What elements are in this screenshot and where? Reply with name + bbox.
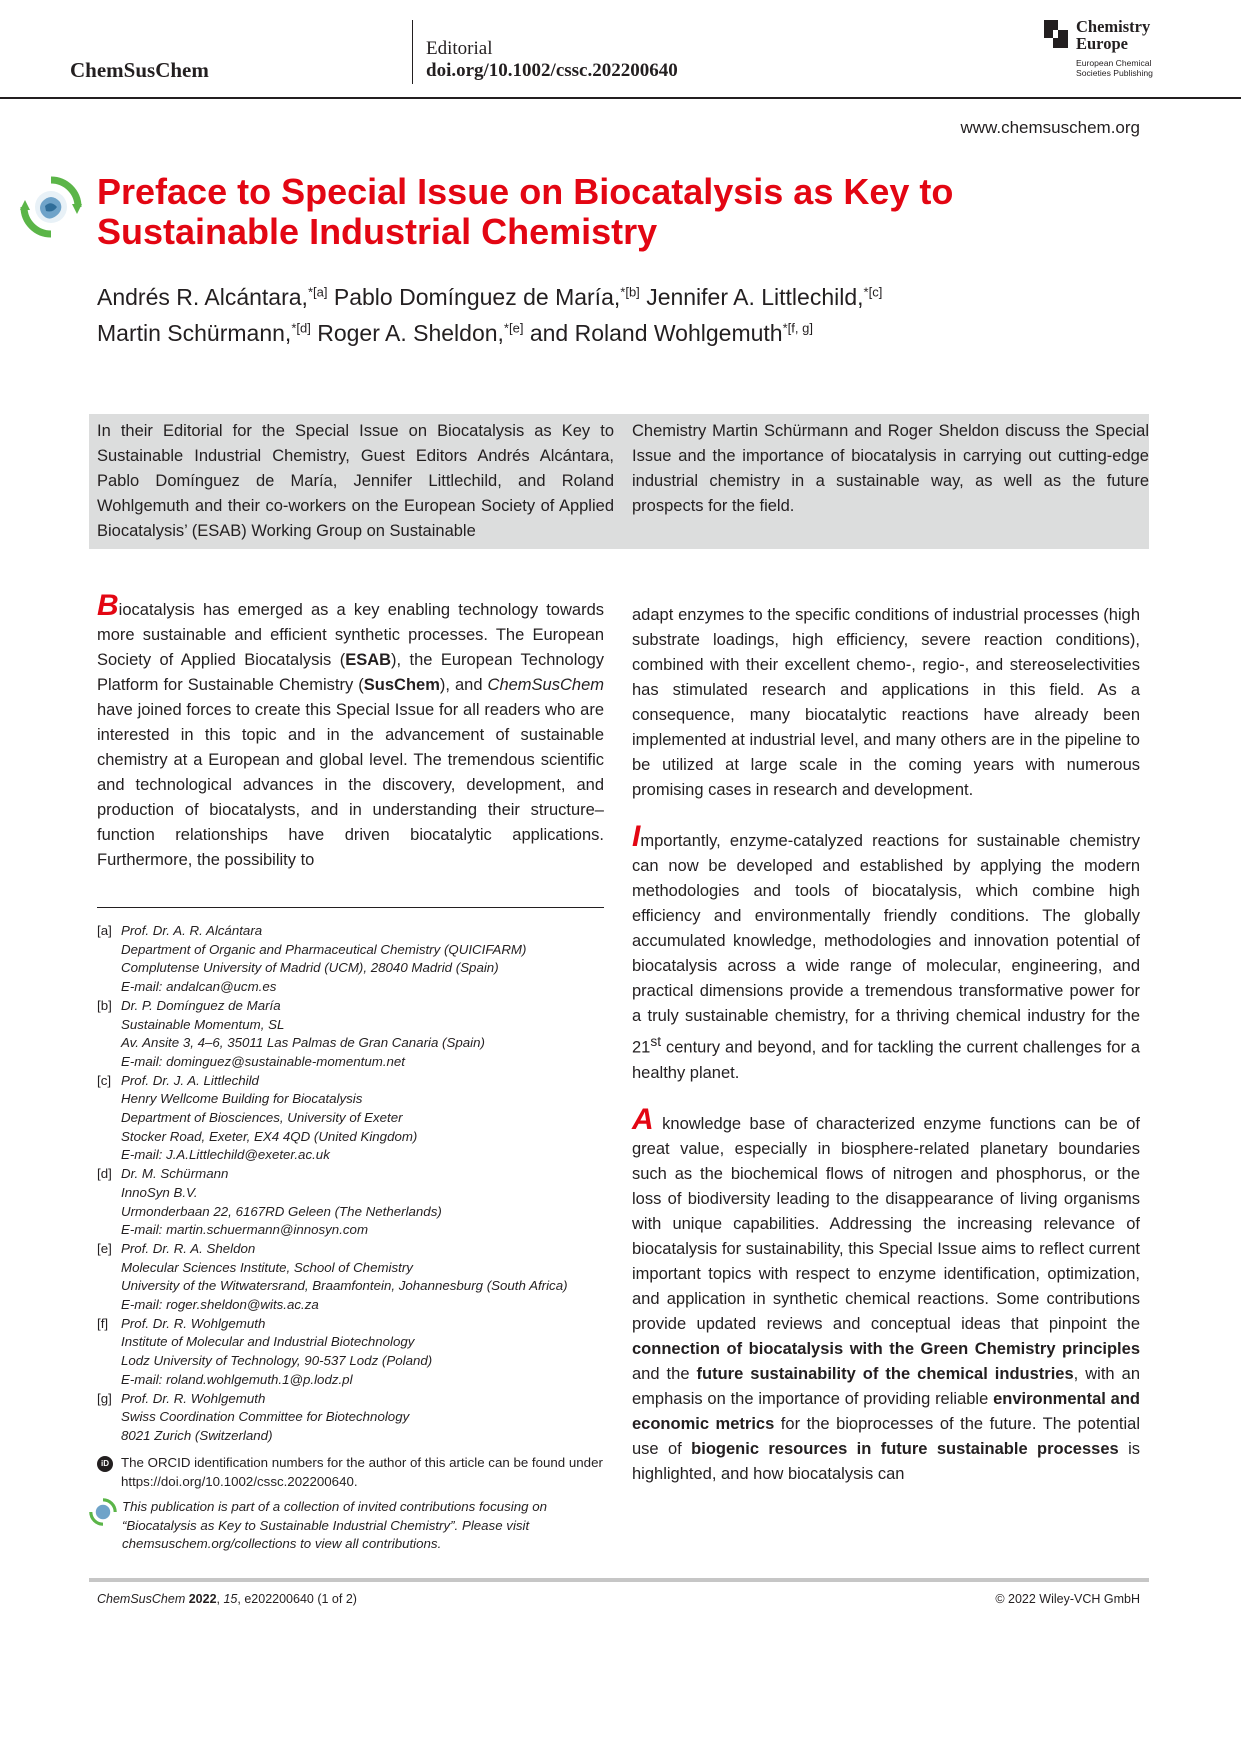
footnote-line: Swiss Coordination Committee for Biotechnology: [121, 1409, 410, 1425]
special-issue-small-icon: [89, 1498, 117, 1526]
footnote-line: Department of Organic and Pharmaceutical Chemistry (QUICIFARM): [121, 941, 527, 957]
footnote-line: Sustainable Momentum, SL: [121, 1016, 285, 1032]
footer-citation: ChemSusChem 2022, 15, e202200640 (1 of 2): [97, 1592, 357, 1606]
footnote-line: Lodz University of Technology, 90-537 Lodz (Poland): [121, 1353, 433, 1369]
footnote-label: [c]: [97, 1072, 112, 1088]
footnote-line: Prof. Dr. A. R. Alcántara: [121, 923, 263, 938]
footnote-line: Av. Ansite 3, 4–6, 35011 Las Palmas de Gran Canaria (Spain): [121, 1035, 485, 1051]
publisher-subtitle-line1: European Chemical: [1076, 58, 1152, 68]
body-right-column: [632, 603, 1140, 1511]
publisher-subtitle-line2: Societies Publishing: [1076, 68, 1153, 78]
journal-website[interactable]: www.chemsuschem.org: [960, 118, 1140, 137]
footnote-body: [121, 922, 526, 997]
footnote-email[interactable]: E-mail: andalcan@ucm.es: [121, 979, 277, 995]
footnote-rule: [97, 907, 604, 908]
footnote-label: [b]: [97, 997, 112, 1013]
footnote-line: University of the Witwatersrand, Braamfontein, Johannesburg (South Africa): [121, 1278, 568, 1294]
abstract-left-column: In their Editorial for the Special Issue on Biocatalysis as Key to Sustainable Industrial Chemistry, Guest Editors Andrés Alcántara, Pablo Domínguez de María, Jennifer Littlechild, and Roland Wohlgemuth and their co-workers on the European Society of Applied Biocatalysis’ (ESAB) Working Group on Sustainable: [97, 422, 614, 540]
footnote-body: [121, 997, 485, 1072]
article-section: Editorial: [426, 38, 493, 59]
drop-cap: A: [632, 1102, 654, 1136]
footnote-email[interactable]: E-mail: roger.sheldon@wits.ac.za: [121, 1297, 319, 1313]
footnote-body: [121, 1165, 442, 1240]
footnote-line: Institute of Molecular and Industrial Biotechnology: [121, 1334, 415, 1350]
footnote-email[interactable]: E-mail: roland.wohlgemuth.1@p.lodz.pl: [121, 1371, 353, 1387]
footnote-label: [f]: [97, 1315, 109, 1331]
footnote-line: Prof. Dr. R. Wohlgemuth: [121, 1390, 266, 1406]
footnote-email[interactable]: E-mail: dominguez@sustainable-momentum.net: [121, 1053, 405, 1069]
header-divider: [412, 20, 413, 84]
orcid-text: The ORCID identification numbers for the author of this article can be found under https://doi.org/10.1002/cssc.202200640.: [121, 1455, 603, 1489]
footnote-e: [97, 1240, 617, 1315]
abstract-box: [89, 414, 1149, 549]
footnote-label: [g]: [97, 1390, 112, 1406]
collection-text: This publication is part of a collection of invited contributions focusing on “Biocatalysis as Key to Sustainable Industrial Chemistry”. Please visit chemsuschem.org/collections to view all contributions.: [122, 1499, 548, 1552]
footnote-body: [121, 1315, 432, 1390]
footnote-line: Prof. Dr. J. A. Littlechild: [121, 1072, 259, 1088]
footnote-line: InnoSyn B.V.: [121, 1184, 198, 1200]
footnote-c: [97, 1072, 617, 1166]
collection-note: [89, 1498, 607, 1554]
publisher-name: [1076, 18, 1150, 52]
footnote-line: Urmonderbaan 22, 6167RD Geleen (The Netherlands): [121, 1203, 442, 1219]
footnote-line: Stocker Road, Exeter, EX4 4QD (United Kingdom): [121, 1128, 418, 1144]
footnote-email[interactable]: E-mail: J.A.Littlechild@exeter.ac.uk: [121, 1147, 330, 1163]
body-left-column: [97, 589, 604, 897]
author: Andrés R. Alcántara,$^{*[a]}$: [97, 283, 328, 310]
footnote-a: [97, 922, 617, 997]
author: Martin Schürmann,$^{*[d]}$: [97, 320, 311, 347]
footnote-email[interactable]: E-mail: martin.schuermann@innosyn.com: [121, 1222, 369, 1238]
drop-cap: I: [632, 820, 641, 853]
body-paragraph-1: Biocatalysis has emerged as a key enabling technology towards more sustainable and efficient synthetic processes. The European Society of Applied Biocatalysis (ESAB), the European Technology Platform for Sustainable Chemistry (SusChem), and ChemSusChem have joined forces to create this Special Issue for all readers who are interested in this topic and in the advancement of sustainable chemistry at a European and global level. The tremendous scientific and technological advances in the discovery, development, and production of biocatalysts, and in understanding their structure–function relationships have driven biocatalytic applications. Furthermore, the possibility to: [97, 589, 604, 869]
publisher-name-line2: Europe: [1076, 34, 1128, 53]
body-paragraph-3: Importantly, enzyme-catalyzed reactions for sustainable chemistry can now be developed and established by applying the modern methodologies and tools of biocatalysis, which combine high efficiency and environmentally friendly conditions. The globally accumulated knowledge, methodologies and innovation potential of biocatalysis across a wide range of molecular, engineering, and practical dimensions provide a tremendous transformative power for a truly sustainable chemistry, for a thriving chemical industry for the 21st century and beyond, and for tackling the current challenges for a healthy planet.: [632, 820, 1140, 1082]
author: Roger A. Sheldon,$^{*[e]}$: [317, 320, 524, 347]
footnote-label: [e]: [97, 1240, 112, 1256]
affiliation-footnotes: [97, 922, 617, 1446]
footnote-line: 8021 Zurich (Switzerland): [121, 1427, 273, 1443]
article-title: Preface to Special Issue on Biocatalysis as Key to Sustainable Industrial Chemistry: [97, 171, 954, 252]
article-doi[interactable]: doi.org/10.1002/cssc.202200640: [426, 60, 678, 81]
footnote-line: Prof. Dr. R. Wohlgemuth: [121, 1315, 266, 1331]
footnote-label: [a]: [97, 923, 112, 938]
footnote-b: [97, 997, 617, 1072]
footnote-f: [97, 1315, 617, 1390]
footnote-line: Henry Wellcome Building for Biocatalysis: [121, 1091, 363, 1107]
footnote-line: Molecular Sciences Institute, School of Chemistry: [121, 1259, 413, 1275]
footnote-line: Complutense University of Madrid (UCM), 28040 Madrid (Spain): [121, 960, 499, 976]
author-list: [97, 276, 1137, 349]
body-paragraph-4: A knowledge base of characterized enzyme functions can be of great value, especially in biosphere-related planetary boundaries such as the biochemical flows of nitrogen and phosphorus, or the loss of biodiversity leading to the disappearance of living organisms with unique capabilities. Addressing the increasing relevance of biocatalysis for sustainability, this Special Issue aims to reflect current important topics with respect to enzyme identification, optimization, and application in synthetic chemical reactions. Some contributions provide updated reviews and conceptual ideas that pinpoint the connection of biocatalysis with the Green Chemistry principles and the future sustainability of the chemical industries, with an emphasis on the importance of providing reliable environmental and economic metrics for the bioprocesses of the future. The potential use of biogenic resources in future sustainable processes is highlighted, and how biocatalysis can: [632, 1102, 1140, 1483]
publisher-name-line1: Chemistry: [1076, 17, 1151, 36]
footnote-body: [121, 1390, 409, 1446]
orcid-icon: iD: [97, 1456, 113, 1472]
abstract-right-column: Chemistry Martin Schürmann and Roger Sheldon discuss the Special Issue and the importance of biocatalysis in carrying out cutting-edge industrial chemistry in a sustainable way, as well as the future prospects for the field.: [632, 422, 1149, 515]
orcid-note: [97, 1454, 607, 1491]
publisher-subtitle: [1076, 58, 1153, 78]
journal-name: ChemSusChem: [70, 58, 209, 82]
footer-rule: [89, 1578, 1149, 1582]
author: and Roland Wohlgemuth$^{*[f, g]}$: [529, 320, 813, 347]
footer-copyright: © 2022 Wiley-VCH GmbH: [995, 1592, 1140, 1606]
footnote-d: [97, 1165, 617, 1240]
footnote-line: Department of Biosciences, University of Exeter: [121, 1110, 403, 1126]
special-issue-icon: [20, 176, 82, 238]
footnote-label: [d]: [97, 1166, 112, 1182]
drop-cap: B: [97, 589, 119, 622]
footnote-body: [121, 1240, 568, 1315]
author: Jennifer A. Littlechild,$^{*[c]}$: [646, 283, 883, 310]
footnote-body: [121, 1072, 417, 1166]
chemistry-europe-logo-icon: [1044, 20, 1068, 48]
body-paragraph-2: adapt enzymes to the specific conditions of industrial processes (high substrate loadings, high efficiency, severe reaction conditions), combined with their excellent chemo-, regio-, and stereoselectivities has stimulated research and applications in this field. As a consequence, many biocatalytic reactions have already been implemented at industrial level, and many others are in the pipeline to be utilized at large scale in the coming years with numerous promising cases in research and development.: [632, 606, 1140, 799]
footnote-line: Prof. Dr. R. A. Sheldon: [121, 1240, 256, 1256]
footnote-line: Dr. M. Schürmann: [121, 1166, 229, 1182]
footnote-g: [97, 1390, 617, 1446]
header-rule: [0, 97, 1241, 99]
author: Pablo Domínguez de María,$^{*[b]}$: [333, 283, 640, 310]
footnote-line: Dr. P. Domínguez de María: [121, 997, 281, 1013]
